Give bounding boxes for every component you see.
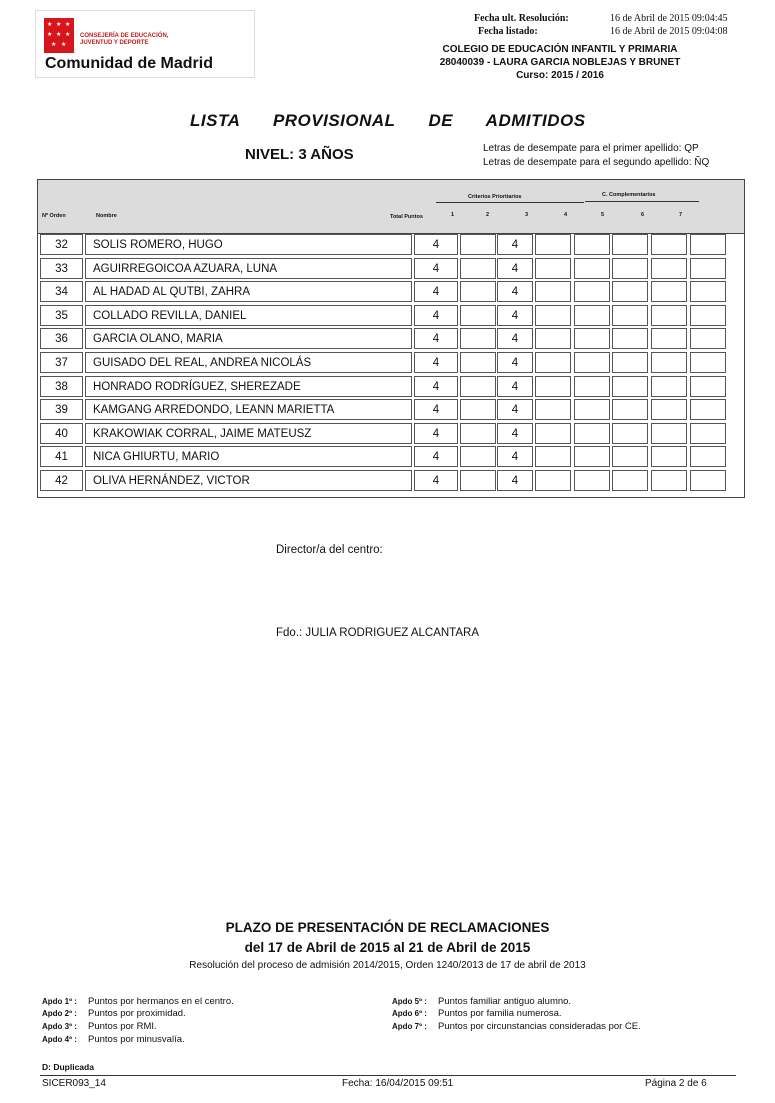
- apdo-item: [42, 1021, 157, 1032]
- criterion-6-cell: [651, 423, 687, 444]
- listing-date-value: 16 de Abril de 2015 09:04:08: [610, 26, 728, 37]
- listing-date-label: Fecha listado:: [478, 26, 538, 37]
- table-row: [38, 234, 744, 258]
- name-cell: COLLADO REVILLA, DANIEL: [85, 305, 412, 326]
- criterion-2-cell: 4: [497, 328, 533, 349]
- name-cell: OLIVA HERNÁNDEZ, VICTOR: [85, 470, 412, 491]
- criterion-3-cell: [535, 352, 571, 373]
- criterion-5-cell: [612, 281, 648, 302]
- criterion-4-cell: [574, 470, 610, 491]
- apdo-key: Apdo 2º :: [42, 1009, 77, 1018]
- table-row: [38, 399, 744, 423]
- criterion-3-cell: [535, 446, 571, 467]
- apdo-text: Puntos familiar antiguo alumno.: [438, 996, 572, 1007]
- criterion-1-cell: [460, 376, 496, 397]
- footer-page: Página 2 de 6: [645, 1078, 707, 1089]
- name-cell: NICA GHIURTU, MARIO: [85, 446, 412, 467]
- criterion-2-cell: 4: [497, 470, 533, 491]
- criterion-6-cell: [651, 470, 687, 491]
- criterion-1-cell: [460, 399, 496, 420]
- admitted-table: [37, 179, 745, 498]
- criterion-6-cell: [651, 328, 687, 349]
- criterion-4-cell: [574, 399, 610, 420]
- total-cell: 4: [414, 399, 458, 420]
- resolution-date-label: Fecha ult. Resolución:: [474, 13, 569, 24]
- criterion-4-cell: [574, 423, 610, 444]
- criterion-7-cell: [690, 258, 726, 279]
- group-priority-underline: [436, 202, 584, 203]
- table-row: [38, 305, 744, 329]
- name-cell: SOLIS ROMERO, HUGO: [85, 234, 412, 255]
- apdo-item: [392, 996, 571, 1007]
- criterion-5-cell: [612, 376, 648, 397]
- claims-dates: del 17 de Abril de 2015 al 21 de Abril de 2015: [244, 940, 531, 955]
- order-cell: 35: [40, 305, 83, 326]
- criterion-4-cell: [574, 352, 610, 373]
- criterion-7-cell: [690, 281, 726, 302]
- apdo-key: Apdo 5º :: [392, 997, 427, 1006]
- apdo-item: [392, 1008, 562, 1019]
- order-cell: 41: [40, 446, 83, 467]
- apdo-item: [42, 1034, 185, 1045]
- criterion-5-cell: [612, 352, 648, 373]
- criterion-5-cell: [612, 258, 648, 279]
- order-cell: 34: [40, 281, 83, 302]
- header-criterion-1: 1: [451, 212, 455, 218]
- criterion-6-cell: [651, 352, 687, 373]
- criterion-2-cell: 4: [497, 423, 533, 444]
- total-cell: 4: [414, 234, 458, 255]
- logo-name: Comunidad de Madrid: [45, 55, 213, 72]
- criterion-6-cell: [651, 281, 687, 302]
- apdo-item: [42, 1008, 186, 1019]
- footer-divider: [40, 1075, 736, 1076]
- resolution-date-value: 16 de Abril de 2015 09:04:45: [610, 13, 728, 24]
- criterion-2-cell: 4: [497, 446, 533, 467]
- madrid-flag-icon: ★ ★ ★ ★ ★ ★ ★ ★: [44, 18, 74, 53]
- header-criterion-4: 4: [564, 212, 568, 218]
- criterion-1-cell: [460, 328, 496, 349]
- total-cell: 4: [414, 328, 458, 349]
- duplicate-legend: D: Duplicada: [42, 1062, 94, 1072]
- total-cell: 4: [414, 305, 458, 326]
- table-row: [38, 352, 744, 376]
- criterion-7-cell: [690, 470, 726, 491]
- criterion-4-cell: [574, 446, 610, 467]
- criterion-7-cell: [690, 446, 726, 467]
- name-cell: GARCIA OLANO, MARIA: [85, 328, 412, 349]
- name-cell: GUISADO DEL REAL, ANDREA NICOLÁS: [85, 352, 412, 373]
- criterion-1-cell: [460, 258, 496, 279]
- school-year: Curso: 2015 / 2016: [516, 70, 604, 81]
- header-criterion-5: 5: [601, 212, 605, 218]
- director-signature: Fdo.: JULIA RODRIGUEZ ALCANTARA: [276, 627, 480, 639]
- table-row: [38, 423, 744, 447]
- criterion-5-cell: [612, 305, 648, 326]
- name-cell: AGUIRREGOICOA AZUARA, LUNA: [85, 258, 412, 279]
- apdo-text: Puntos por circunstancias consideradas por CE.: [438, 1021, 641, 1032]
- criterion-7-cell: [690, 399, 726, 420]
- criterion-4-cell: [574, 258, 610, 279]
- order-cell: 32: [40, 234, 83, 255]
- tiebreak-second: Letras de desempate para el segundo apellido: ÑQ: [483, 157, 710, 168]
- total-cell: 4: [414, 352, 458, 373]
- order-cell: 38: [40, 376, 83, 397]
- criterion-3-cell: [535, 470, 571, 491]
- criterion-5-cell: [612, 399, 648, 420]
- apdo-text: Puntos por minusvalía.: [88, 1034, 185, 1045]
- apdo-text: Puntos por familia numerosa.: [438, 1008, 562, 1019]
- name-cell: KAMGANG ARREDONDO, LEANN MARIETTA: [85, 399, 412, 420]
- director-label: Director/a del centro:: [276, 544, 383, 556]
- criterion-3-cell: [535, 281, 571, 302]
- header-criterion-6: 6: [641, 212, 645, 218]
- criterion-7-cell: [690, 376, 726, 397]
- criterion-3-cell: [535, 258, 571, 279]
- criterion-2-cell: 4: [497, 352, 533, 373]
- total-cell: 4: [414, 281, 458, 302]
- criterion-4-cell: [574, 234, 610, 255]
- criterion-3-cell: [535, 328, 571, 349]
- name-cell: AL HADAD AL QUTBI, ZAHRA: [85, 281, 412, 302]
- comunidad-madrid-logo: [35, 10, 255, 78]
- total-cell: 4: [414, 423, 458, 444]
- group-complementary-underline: [585, 201, 699, 202]
- table-row: [38, 446, 744, 470]
- criterion-5-cell: [612, 328, 648, 349]
- criterion-1-cell: [460, 470, 496, 491]
- criterion-5-cell: [612, 470, 648, 491]
- criterion-2-cell: 4: [497, 281, 533, 302]
- header-total: Total Puntos: [390, 214, 423, 220]
- criterion-6-cell: [651, 305, 687, 326]
- apdo-key: Apdo 3º :: [42, 1022, 77, 1031]
- apdo-item: [42, 996, 234, 1007]
- footer-code: SICER093_14: [42, 1078, 106, 1089]
- criterion-2-cell: 4: [497, 305, 533, 326]
- criterion-3-cell: [535, 423, 571, 444]
- criterion-2-cell: 4: [497, 376, 533, 397]
- order-cell: 42: [40, 470, 83, 491]
- apdo-key: Apdo 7º :: [392, 1022, 427, 1031]
- apdo-key: Apdo 1º :: [42, 997, 77, 1006]
- criterion-1-cell: [460, 234, 496, 255]
- claims-resolution: Resolución del proceso de admisión 2014/2015, Orden 1240/2013 de 17 de abril de 2013: [189, 960, 586, 971]
- table-row: [38, 281, 744, 305]
- criterion-3-cell: [535, 399, 571, 420]
- total-cell: 4: [414, 446, 458, 467]
- criterion-4-cell: [574, 305, 610, 326]
- criterion-6-cell: [651, 399, 687, 420]
- criterion-4-cell: [574, 328, 610, 349]
- level-label: NIVEL: 3 AÑOS: [245, 146, 354, 163]
- order-cell: 33: [40, 258, 83, 279]
- criterion-1-cell: [460, 446, 496, 467]
- name-cell: KRAKOWIAK CORRAL, JAIME MATEUSZ: [85, 423, 412, 444]
- table-row: [38, 376, 744, 400]
- criterion-5-cell: [612, 423, 648, 444]
- table-row: [38, 470, 744, 494]
- criterion-1-cell: [460, 423, 496, 444]
- order-cell: 37: [40, 352, 83, 373]
- criterion-6-cell: [651, 234, 687, 255]
- criterion-2-cell: 4: [497, 399, 533, 420]
- apdo-text: Puntos por proximidad.: [88, 1008, 186, 1019]
- table-row: [38, 258, 744, 282]
- criterion-7-cell: [690, 423, 726, 444]
- apdo-text: Puntos por RMI.: [88, 1021, 157, 1032]
- total-cell: 4: [414, 376, 458, 397]
- school-type: COLEGIO DE EDUCACIÓN INFANTIL Y PRIMARIA: [442, 44, 678, 55]
- criterion-4-cell: [574, 281, 610, 302]
- header-criterion-2: 2: [486, 212, 490, 218]
- total-cell: 4: [414, 470, 458, 491]
- apdo-text: Puntos por hermanos en el centro.: [88, 996, 234, 1007]
- criterion-2-cell: 4: [497, 234, 533, 255]
- logo-department: CONSEJERÍA DE EDUCACIÓN, JUVENTUD Y DEPORTE: [80, 33, 169, 46]
- criterion-3-cell: [535, 234, 571, 255]
- criterion-7-cell: [690, 234, 726, 255]
- total-cell: 4: [414, 258, 458, 279]
- order-cell: 39: [40, 399, 83, 420]
- criterion-5-cell: [612, 234, 648, 255]
- criterion-7-cell: [690, 328, 726, 349]
- criterion-6-cell: [651, 258, 687, 279]
- table-header: [38, 180, 744, 234]
- table-body: [38, 234, 744, 494]
- criterion-2-cell: 4: [497, 258, 533, 279]
- criterion-7-cell: [690, 352, 726, 373]
- tiebreak-first: Letras de desempate para el primer apellido: QP: [483, 143, 699, 154]
- table-row: [38, 328, 744, 352]
- criterion-3-cell: [535, 376, 571, 397]
- footer-date: Fecha: 16/04/2015 09:51: [342, 1078, 454, 1089]
- header-criterion-7: 7: [679, 212, 683, 218]
- criterion-3-cell: [535, 305, 571, 326]
- criterion-6-cell: [651, 376, 687, 397]
- apdo-key: Apdo 6º :: [392, 1009, 427, 1018]
- header-name: Nombre: [96, 213, 117, 219]
- criterion-5-cell: [612, 446, 648, 467]
- criterion-1-cell: [460, 352, 496, 373]
- page-title: LISTA PROVISIONAL DE ADMITIDOS: [190, 111, 586, 130]
- header-group-complementary: C. Complementarios: [602, 192, 656, 198]
- apdo-item: [392, 1021, 641, 1032]
- criterion-7-cell: [690, 305, 726, 326]
- order-cell: 36: [40, 328, 83, 349]
- criterion-6-cell: [651, 446, 687, 467]
- criterion-1-cell: [460, 281, 496, 302]
- criterion-1-cell: [460, 305, 496, 326]
- header-criterion-3: 3: [525, 212, 529, 218]
- header-group-priority: Criterios Prioritarios: [468, 194, 522, 200]
- header-order: Nº Orden: [42, 213, 66, 219]
- school-name: 28040039 - LAURA GARCIA NOBLEJAS Y BRUNET: [439, 57, 681, 68]
- apdo-key: Apdo 4º :: [42, 1035, 77, 1044]
- claims-title: PLAZO DE PRESENTACIÓN DE RECLAMACIONES: [225, 920, 550, 935]
- name-cell: HONRADO RODRÍGUEZ, SHEREZADE: [85, 376, 412, 397]
- order-cell: 40: [40, 423, 83, 444]
- criterion-4-cell: [574, 376, 610, 397]
